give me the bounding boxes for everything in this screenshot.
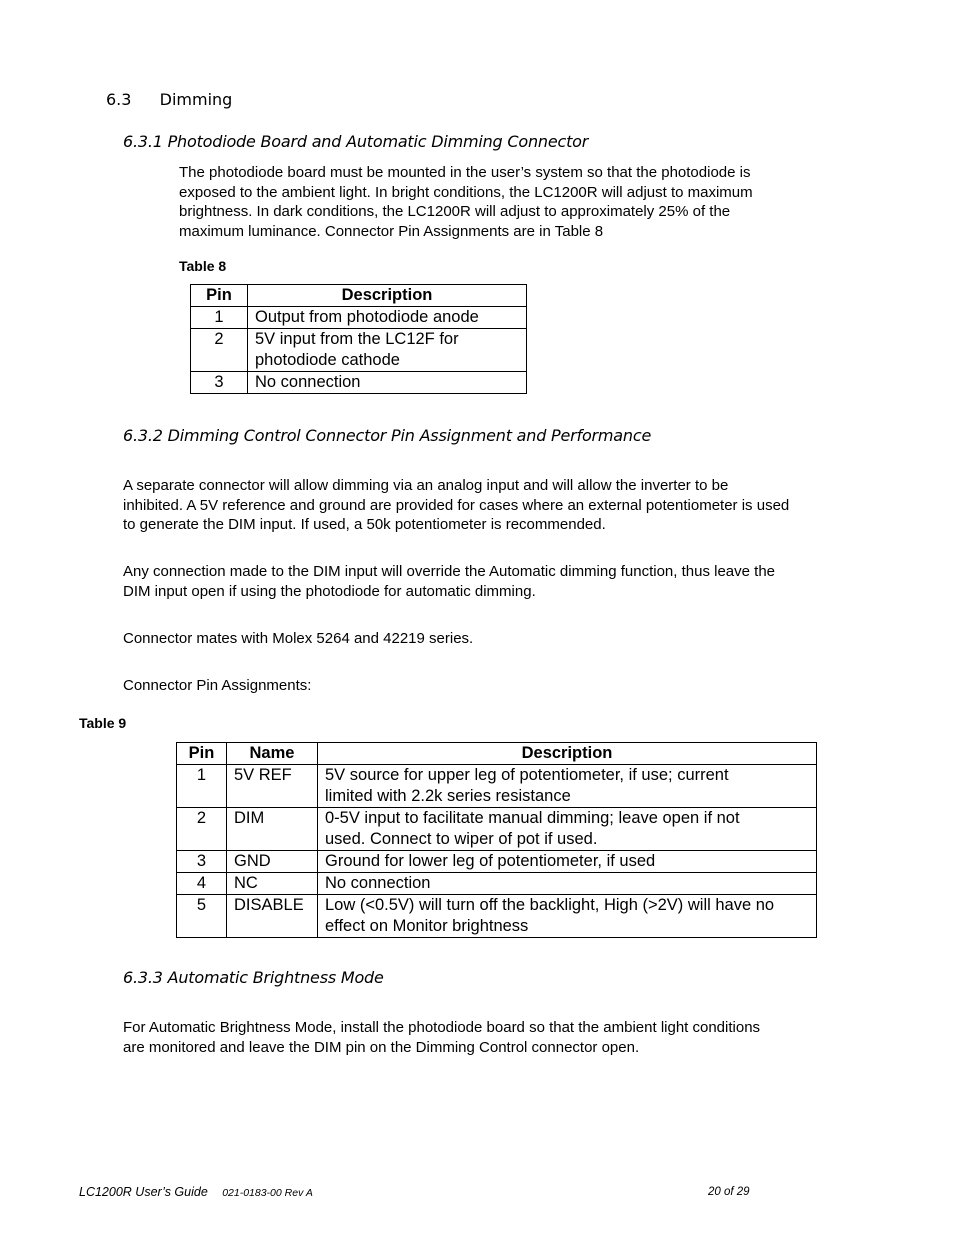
description-cell	[248, 329, 527, 372]
description-cell	[318, 851, 817, 873]
pin-cell: 2	[191, 329, 248, 372]
table-row	[177, 851, 817, 873]
name-cell: DIM	[227, 808, 318, 851]
footer-guide-title	[79, 1185, 313, 1199]
description-line: used. Connect to wiper of pot if used.	[325, 830, 598, 848]
description-line: limited with 2.2k series resistance	[325, 787, 571, 805]
column-header-description: Description	[248, 285, 527, 307]
text-line: brightness. In dark conditions, the LC1200R will adjust to approximately 25% of the	[179, 203, 731, 220]
table-row	[191, 329, 527, 372]
footer-guide: LC1200R User’s Guide	[79, 1185, 208, 1199]
pin-cell: 1	[177, 765, 227, 808]
description-line: photodiode cathode	[255, 351, 400, 369]
description-line: Ground for lower leg of potentiometer, if used	[325, 852, 656, 870]
text-line: Any connection made to the DIM input will override the Automatic dimming function, thus leave the	[123, 563, 776, 580]
pin-cell: 4	[177, 873, 227, 895]
text-line: exposed to the ambient light. In bright conditions, the LC1200R will adjust to maximum	[179, 183, 753, 201]
text-line: The photodiode board must be mounted in the user’s system so that the photodiode is	[179, 164, 751, 181]
table-row	[177, 808, 817, 851]
section-number: 6.3	[106, 90, 132, 109]
section-heading	[106, 90, 232, 109]
subsection-heading-6-3-2: 6.3.2 Dimming Control Connector Pin Assignment and Performance	[123, 426, 652, 445]
text-line: DIM input open if using the photodiode for automatic dimming.	[123, 582, 536, 600]
connector-pin-assignments-text: Connector Pin Assignments:	[123, 677, 312, 694]
pin-cell: 1	[191, 307, 248, 329]
description-line: No connection	[325, 874, 431, 892]
table-row	[191, 307, 527, 329]
column-header-name: Name	[227, 743, 318, 765]
table8-caption: Table 8	[179, 258, 227, 274]
text-line: inhibited. A 5V reference and ground are provided for cases where an external potentiometer is used	[123, 496, 790, 514]
name-cell: 5V REF	[227, 765, 318, 808]
table-row	[191, 372, 527, 394]
dimming-paragraph-2	[123, 562, 863, 601]
text-line: A separate connector will allow dimming via an analog input and will allow the inverter to be	[123, 477, 729, 494]
name-cell: GND	[227, 851, 318, 873]
name-cell: DISABLE	[227, 895, 318, 938]
description-cell	[318, 808, 817, 851]
section-title: Dimming	[159, 90, 233, 109]
table9	[176, 742, 817, 938]
subsection-heading-6-3-1: 6.3.1 Photodiode Board and Automatic Dimming Connector	[123, 132, 589, 151]
description-line: Low (<0.5V) will turn off the backlight, High (>2V) will have no	[325, 896, 775, 914]
description-cell	[318, 895, 817, 938]
pin-cell: 3	[191, 372, 248, 394]
table8	[190, 284, 527, 394]
text-line: maximum luminance. Connector Pin Assignments are in Table 8	[179, 222, 604, 240]
automatic-brightness-paragraph	[123, 1018, 863, 1057]
pin-cell: 2	[177, 808, 227, 851]
description-line: No connection	[255, 373, 361, 391]
pin-cell: 5	[177, 895, 227, 938]
column-header-description: Description	[318, 743, 817, 765]
connector-mates-text: Connector mates with Molex 5264 and 42219 series.	[123, 630, 474, 647]
description-cell	[318, 873, 817, 895]
column-header-pin: Pin	[191, 285, 248, 307]
pin-cell: 3	[177, 851, 227, 873]
text-line: are monitored and leave the DIM pin on the Dimming Control connector open.	[123, 1038, 640, 1056]
description-cell	[248, 372, 527, 394]
table-row	[177, 873, 817, 895]
dimming-paragraph-1	[123, 476, 863, 535]
description-line: Output from photodiode anode	[255, 308, 479, 326]
footer-page-number: 20 of 29	[708, 1186, 750, 1198]
table-row	[177, 765, 817, 808]
table-row	[177, 895, 817, 938]
footer-doc-number: 021-0183-00 Rev A	[222, 1187, 313, 1199]
column-header-pin: Pin	[177, 743, 227, 765]
name-cell: NC	[227, 873, 318, 895]
photodiode-paragraph	[179, 163, 859, 241]
table-header-row	[177, 743, 817, 765]
text-line: For Automatic Brightness Mode, install the photodiode board so that the ambient light conditions	[123, 1019, 761, 1036]
subsection-heading-6-3-3: 6.3.3 Automatic Brightness Mode	[123, 968, 384, 987]
description-cell	[248, 307, 527, 329]
table-header-row	[191, 285, 527, 307]
description-line: effect on Monitor brightness	[325, 917, 529, 935]
description-line: 0-5V input to facilitate manual dimming; leave open if not	[325, 809, 740, 827]
description-cell	[318, 765, 817, 808]
description-line: 5V input from the LC12F for	[255, 330, 459, 348]
table9-caption: Table 9	[79, 715, 127, 731]
text-line: to generate the DIM input. If used, a 50k potentiometer is recommended.	[123, 516, 606, 533]
description-line: 5V source for upper leg of potentiometer, if use; current	[325, 766, 729, 784]
